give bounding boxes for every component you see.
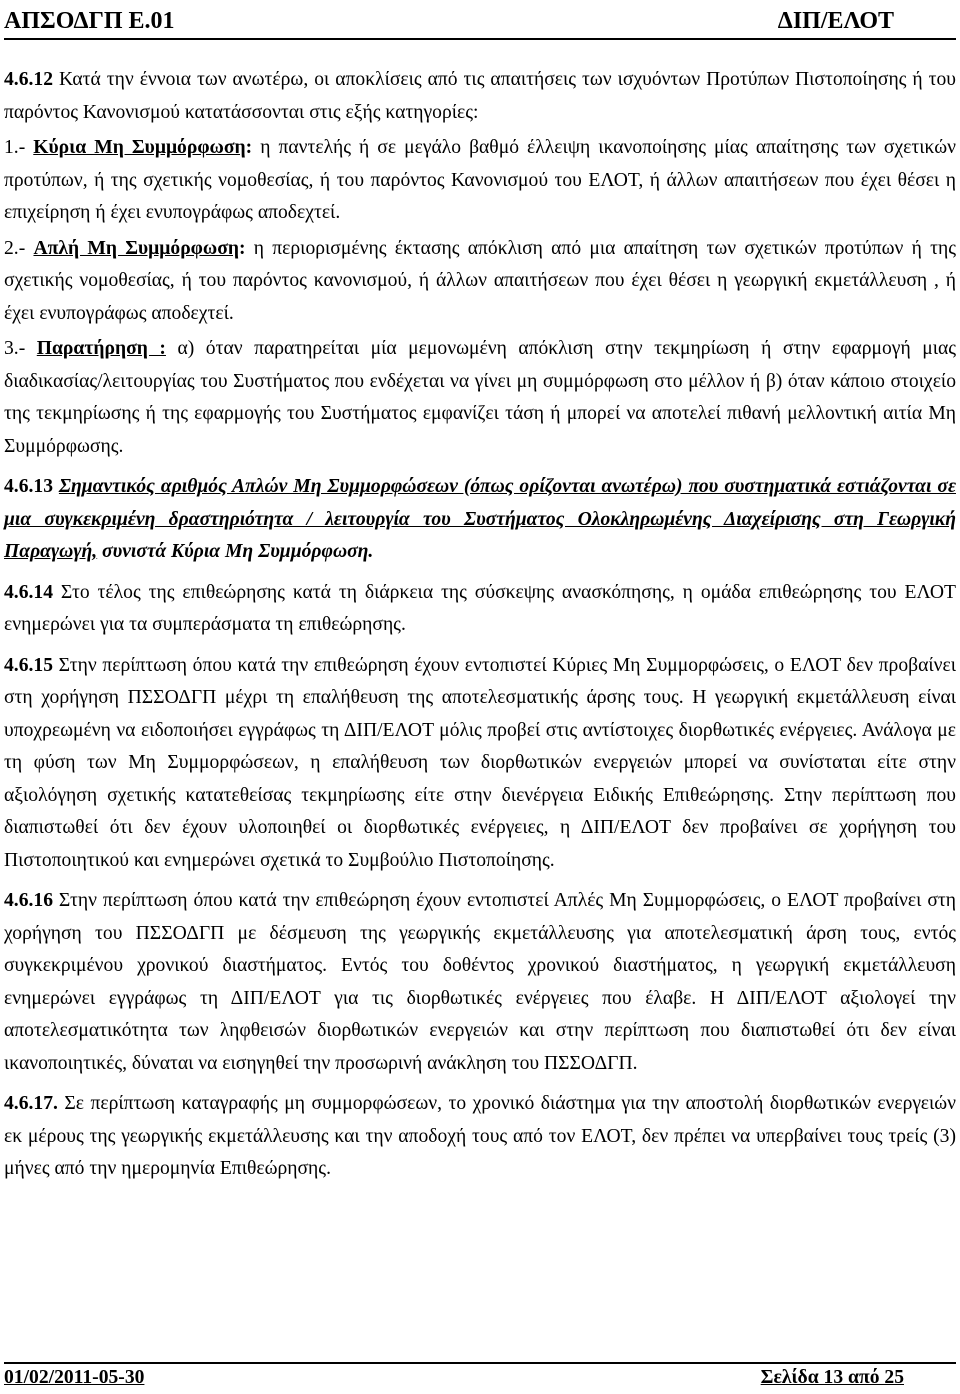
paragraph-4-6-17 xyxy=(4,1088,956,1186)
section-number: 4.6.13 xyxy=(4,476,53,497)
term-observation: Παρατήρηση : xyxy=(36,338,166,359)
list-item-minor-nonconformity xyxy=(4,233,956,331)
definition-text: α) όταν παρατηρείται μία μεμονωμένη απόκλιση στην τεκμηρίωση ή στην εφαρμογή μιας διαδικασίας/λειτουργίας του Συστήματος που ενδέχεται να γίνει μη συμμόρφωση στο μέλλον ή β) όταν κάποιο στοιχείο της τεκμηρίωσης ή της εφαρμογής του Συστήματος εμφανίζει τάση ή μπορεί να αποτελεί πιθανή μελλοντική αιτία Μη Συμμόρφωσης. xyxy=(4,338,957,457)
paragraph-4-6-14 xyxy=(4,577,956,642)
list-prefix: 1.- xyxy=(4,137,34,158)
paragraph-text: Σε περίπτωση καταγραφής μη συμμορφώσεων, το χρονικό διάστημα για την αποστολή διορθωτικών ενεργειών εκ μέρους της γεωργικής εκμετάλλευσης και την αποδοχή τους από τον ΕΛΟΤ, δεν πρέπει να υπερβαίνει τους τρείς (3) μήνες από την ημερομηνία Επιθεώρησης. xyxy=(4,1093,956,1179)
paragraph-4-6-15 xyxy=(4,650,956,878)
page-number: Σελίδα 13 από 25 xyxy=(760,1367,904,1388)
paragraph-4-6-12 xyxy=(4,64,956,129)
definition-text: η περιορισμένης έκτασης απόκλιση από μια απαίτηση των σχετικών προτύπων ή της σχετικής νομοθεσίας, ή του παρόντος κανονισμού, ή άλλων απαιτήσεων που έχει θέσει η γεωργική εκμετάλλευση , ή έχει ενυπογράφως αποδεχτεί. xyxy=(4,237,957,324)
section-number: 4.6.14 xyxy=(4,581,53,603)
section-number: 4.6.12 xyxy=(4,69,53,90)
paragraph-4-6-13 xyxy=(4,471,956,569)
list-item-observation xyxy=(4,333,956,463)
section-number: 4.6.17. xyxy=(4,1093,58,1114)
paragraph-text: Στο τέλος της επιθεώρησης κατά τη διάρκεια της σύσκεψης ανασκόπησης, η ομάδα επιθεώρησης του ΕΛΟΤ ενημερώνει για τα συμπεράσματα τη επιθεώρησης. xyxy=(4,581,956,635)
paragraph-text: Κατά την έννοια των ανωτέρω, οι αποκλίσεις από τις απαιτήσεις των ισχυόντων Προτύπων Πιστοποίησης ή του παρόντος Κανονισμού κατατάσσονται στις εξής κατηγορίες: xyxy=(4,69,956,123)
list-prefix: 2.- xyxy=(4,237,34,259)
term-colon: : xyxy=(239,237,246,259)
term-minor-nonconformity: Απλή Μη Συμμόρφωση xyxy=(33,237,240,259)
list-item-major-nonconformity xyxy=(4,132,956,230)
underlined-emphasis: Σημαντικός αριθμός Απλών Μη Συμμορφώσεων (όπως ορίζονται ανωτέρω) που συστηματικά εστιάζονται σε μια συγκεκριμένη δραστηριότητα / λειτουργία του Συστήματος Ολοκληρωμένης Διαχείρισης στη Γεωργική Παραγωγή, xyxy=(4,476,956,562)
paragraph-text: Στην περίπτωση όπου κατά την επιθεώρηση έχουν εντοπιστεί Κύριες Μη Συμμορφώσεις, ο ΕΛΟΤ δεν προβαίνει στη χορήγηση ΠΣΣΟΔΓΠ μέχρι τη επαλήθευση της αποτελεσματικής άρσης τους. Η γεωργική εκμετάλλευση είναι υποχρεωμένη να ειδοποιήσει εγγράφως τη ΔΙΠ/ΕΛΟΤ μόλις προβεί στις αντίστοιχες διορθωτικές ενέργειες. Ανάλογα με τη φύση των Μη Συμμορφώσεων, η επαλήθευση των διορθωτικών ενεργειών μπορεί να συνίσταται είτε στην αξιολόγηση σχετικής κατατεθείσας τεκμηρίωσης είτε στην διενέργεια Ειδικής Επιθεώρησης. Στην περίπτωση που διαπιστωθεί ότι δεν έχουν υλοποιηθεί οι διορθωτικές ενέργειες, η ΔΙΠ/ΕΛΟΤ δεν προβαίνει σε χορήγηση του Πιστοποιητικού και ενημερώνει σχετικά το Συμβούλιο Πιστοποίησης. xyxy=(4,654,956,871)
revision-date: 01/02/2011-05-30 xyxy=(4,1367,145,1388)
definition-text: η παντελής ή σε μεγάλο βαθμό έλλειψη ικανοποίησης μίας απαίτησης των σχετικών προτύπων, ή της σχετικής νομοθεσίας, ή του παρόντος Κανονισμού του ΕΛΟΤ, ή άλλων απαιτήσεων που έχει θέσει η επιχείρηση ή έχει ενυπογράφως αποδεχτεί. xyxy=(4,137,956,223)
page-header xyxy=(4,4,956,40)
section-number: 4.6.15 xyxy=(4,654,53,676)
section-number: 4.6.16 xyxy=(4,890,53,911)
emphasis-text: συνιστά Κύρια Μη Συμμόρφωση. xyxy=(97,541,374,562)
department-code: ΔΙΠ/ΕΛΟΤ xyxy=(777,8,894,34)
term-colon: : xyxy=(245,137,253,158)
document-code: ΑΠΣΟΔΓΠ Ε.01 xyxy=(4,8,175,34)
document-body xyxy=(4,64,956,1186)
term-major-nonconformity: Κύρια Μη Συμμόρφωση xyxy=(33,137,246,158)
paragraph-text: Στην περίπτωση όπου κατά την επιθεώρηση έχουν εντοπιστεί Απλές Μη Συμμορφώσεις, ο ΕΛΟΤ προβαίνει στη χορήγηση του ΠΣΣΟΔΓΠ με δέσμευση της γεωργικής εκμετάλλευσης για αποτελεσματική άρση τους, εντός συγκεκριμένου χρονικού διαστήματος. Εντός του δοθέντος χρονικού διαστήματος, η γεωργική εκμετάλλευση ενημερώνει εγγράφως τη ΔΙΠ/ΕΛΟΤ για τις διορθωτικές ενέργειες που έλαβε. Η ΔΙΠ/ΕΛΟΤ αξιολογεί την αποτελεσματικότητα των ληφθεισών διορθωτικών ενεργειών και στην περίπτωση που διαπιστωθεί ότι δεν είναι ικανοποιητικές, δύναται να εισηγηθεί την προσωρινή ανάκληση του ΠΣΣΟΔΓΠ. xyxy=(4,890,956,1074)
paragraph-4-6-16 xyxy=(4,885,956,1080)
list-prefix: 3.- xyxy=(4,338,37,359)
page-footer xyxy=(4,1362,956,1394)
